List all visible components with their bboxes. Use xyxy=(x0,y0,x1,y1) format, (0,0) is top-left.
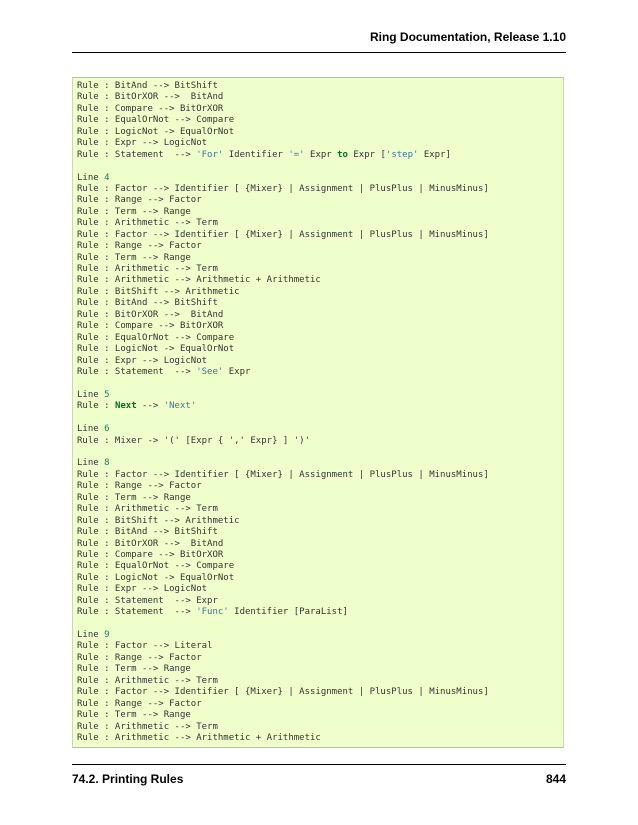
code-line xyxy=(77,104,563,115)
code-token: Rule : Statement --> xyxy=(77,149,197,160)
code-line xyxy=(77,298,563,309)
code-line xyxy=(77,287,563,298)
code-blank-line xyxy=(77,413,563,424)
code-token: 9 xyxy=(104,630,110,640)
code-line xyxy=(77,138,563,149)
code-line xyxy=(77,184,563,195)
code-blank-line xyxy=(77,619,563,630)
code-token: 'Next' xyxy=(163,401,197,412)
code-token: Rule : LogicNot -> EqualOrNot xyxy=(77,344,235,355)
code-token: Rule : Arithmetic --> Term xyxy=(77,504,218,515)
code-token: Rule : Expr --> LogicNot xyxy=(77,138,208,149)
code-line xyxy=(77,699,563,710)
code-line xyxy=(77,573,563,584)
code-token: Rule : Factor --> Identifier [ {Mixer} | Assignment | PlusPlus | MinusMinus] xyxy=(77,183,489,194)
code-line xyxy=(77,653,563,664)
code-token: Rule : Term --> Range xyxy=(77,664,191,675)
code-token: Expr [ xyxy=(347,149,386,160)
code-block xyxy=(72,77,564,748)
code-token: Rule : Range --> Factor xyxy=(77,241,202,252)
code-token: Rule : Factor --> Literal xyxy=(77,641,213,652)
code-line xyxy=(77,516,563,527)
code-token: Identifier [ParaList] xyxy=(228,607,348,618)
code-token: Rule : Arithmetic --> Term xyxy=(77,264,218,274)
code-line xyxy=(77,127,563,138)
code-token: Rule : BitOrXOR --> BitAnd xyxy=(77,309,224,320)
code-token: 'Func' xyxy=(196,607,229,618)
code-token: Rule : Range --> Factor xyxy=(77,698,202,709)
code-line xyxy=(77,264,563,275)
code-token: Rule : EqualOrNot --> Compare xyxy=(77,561,235,572)
code-blank-line xyxy=(77,161,563,172)
code-token: Rule : BitOrXOR --> BitAnd xyxy=(77,538,224,549)
code-token: Rule : Compare --> BitOrXOR xyxy=(77,103,224,114)
code-line xyxy=(77,584,563,595)
code-line xyxy=(77,333,563,344)
code-line xyxy=(77,458,563,469)
code-token: Rule : BitAnd --> BitShift xyxy=(77,527,218,538)
code-line xyxy=(77,481,563,492)
code-token: to xyxy=(337,149,348,160)
header-divider xyxy=(72,52,566,53)
code-line xyxy=(77,344,563,355)
page-header-title: Ring Documentation, Release 1.10 xyxy=(369,30,566,44)
code-line xyxy=(77,230,563,241)
code-token: 8 xyxy=(104,458,110,469)
code-line xyxy=(77,115,563,126)
code-token: 'See' xyxy=(196,366,224,377)
code-line xyxy=(77,550,563,561)
code-token: Rule : Expr --> LogicNot xyxy=(77,584,208,595)
code-token: Rule : EqualOrNot --> Compare xyxy=(77,332,235,343)
code-token: Expr] xyxy=(418,149,451,160)
code-token: Expr xyxy=(304,149,338,160)
code-line xyxy=(77,150,563,161)
code-line xyxy=(77,321,563,332)
code-line xyxy=(77,607,563,618)
code-token: Rule : Statement --> xyxy=(77,366,197,377)
code-token: Rule : Statement --> Expr xyxy=(77,595,218,606)
code-token: Rule : Factor --> Identifier [ {Mixer} | Assignment | PlusPlus | MinusMinus] xyxy=(77,469,489,480)
code-line xyxy=(77,722,563,733)
code-token: Rule : EqualOrNot --> Compare xyxy=(77,115,235,126)
code-token: Rule : Compare --> BitOrXOR xyxy=(77,549,224,560)
code-token: Line xyxy=(77,389,105,400)
code-line xyxy=(77,367,563,378)
code-line xyxy=(77,436,563,447)
code-token: Rule : BitShift --> Arithmetic xyxy=(77,286,240,297)
footer-section-title: 74.2. Printing Rules xyxy=(72,772,184,786)
code-line xyxy=(77,173,563,184)
code-token: Rule : LogicNot -> EqualOrNot xyxy=(77,126,235,137)
code-line xyxy=(77,641,563,652)
code-line xyxy=(77,676,563,687)
code-token: Rule : Arithmetic --> Term xyxy=(77,218,218,229)
code-token: Rule : Mixer -> '(' [Expr { ',' Expr} ] ')' xyxy=(77,435,310,446)
code-token: Identifier xyxy=(223,149,289,160)
code-token: Line xyxy=(77,630,105,640)
code-line xyxy=(77,218,563,229)
code-line xyxy=(77,356,563,367)
code-line xyxy=(77,195,563,206)
code-token: 'step' xyxy=(385,149,419,160)
code-line xyxy=(77,310,563,321)
code-token: 6 xyxy=(104,424,110,435)
code-line xyxy=(77,561,563,572)
code-token: Rule : Factor --> Identifier [ {Mixer} | Assignment | PlusPlus | MinusMinus] xyxy=(77,229,489,240)
page-number: 844 xyxy=(545,772,566,786)
code-line xyxy=(77,253,563,264)
code-token: Rule : Term --> Range xyxy=(77,206,191,217)
code-token: Next xyxy=(114,401,137,412)
code-token: Rule : Compare --> BitOrXOR xyxy=(77,321,224,332)
code-token: Rule : Expr --> LogicNot xyxy=(77,355,208,366)
code-line xyxy=(77,92,563,103)
code-line xyxy=(77,207,563,218)
code-token: Rule : LogicNot -> EqualOrNot xyxy=(77,572,235,583)
code-token: Rule : Arithmetic --> Term xyxy=(77,675,218,686)
code-token: Rule : Range --> Factor xyxy=(77,481,202,492)
code-token: 4 xyxy=(104,172,110,183)
code-token: Rule : Term --> Range xyxy=(77,710,191,721)
code-line xyxy=(77,81,563,92)
code-token: Line xyxy=(77,458,105,469)
code-line xyxy=(77,470,563,481)
code-token: 'For' xyxy=(196,149,224,160)
code-token: Rule : Term --> Range xyxy=(77,252,191,263)
code-line xyxy=(77,527,563,538)
footer-divider xyxy=(72,764,566,765)
code-token: Rule : Range --> Factor xyxy=(77,652,202,663)
code-line xyxy=(77,733,563,744)
code-token: '=' xyxy=(288,149,305,160)
code-line xyxy=(77,687,563,698)
code-line xyxy=(77,493,563,504)
code-token: Rule : BitShift --> Arithmetic xyxy=(77,515,240,526)
code-token: Rule : BitOrXOR --> BitAnd xyxy=(77,92,224,103)
code-token: 5 xyxy=(104,389,110,400)
code-line xyxy=(77,504,563,515)
code-token: Rule : Arithmetic --> Arithmetic + Arithmetic xyxy=(77,732,321,743)
code-token: Line xyxy=(77,424,105,435)
code-token: --> xyxy=(136,401,164,412)
code-line xyxy=(77,390,563,401)
code-token: Rule : Arithmetic --> Term xyxy=(77,721,218,732)
code-token: Rule : xyxy=(77,401,115,412)
code-token: Rule : Arithmetic --> Arithmetic + Arithmetic xyxy=(77,275,321,286)
code-token: Rule : Range --> Factor xyxy=(77,195,202,206)
code-token: Rule : Term --> Range xyxy=(77,492,191,503)
code-line xyxy=(77,424,563,435)
code-token: Rule : Factor --> Identifier [ {Mixer} | Assignment | PlusPlus | MinusMinus] xyxy=(77,687,489,698)
code-token: Expr xyxy=(223,366,251,377)
code-line xyxy=(77,596,563,607)
code-blank-line xyxy=(77,447,563,458)
code-line xyxy=(77,630,563,641)
code-line xyxy=(77,710,563,721)
code-line xyxy=(77,401,563,412)
code-line xyxy=(77,539,563,550)
code-line xyxy=(77,275,563,286)
code-token: Rule : BitAnd --> BitShift xyxy=(77,298,218,309)
code-token: Rule : Statement --> xyxy=(77,607,197,618)
code-line xyxy=(77,241,563,252)
code-line xyxy=(77,664,563,675)
code-token: Line xyxy=(77,172,105,183)
code-token: Rule : BitAnd --> BitShift xyxy=(77,81,218,91)
code-blank-line xyxy=(77,378,563,389)
